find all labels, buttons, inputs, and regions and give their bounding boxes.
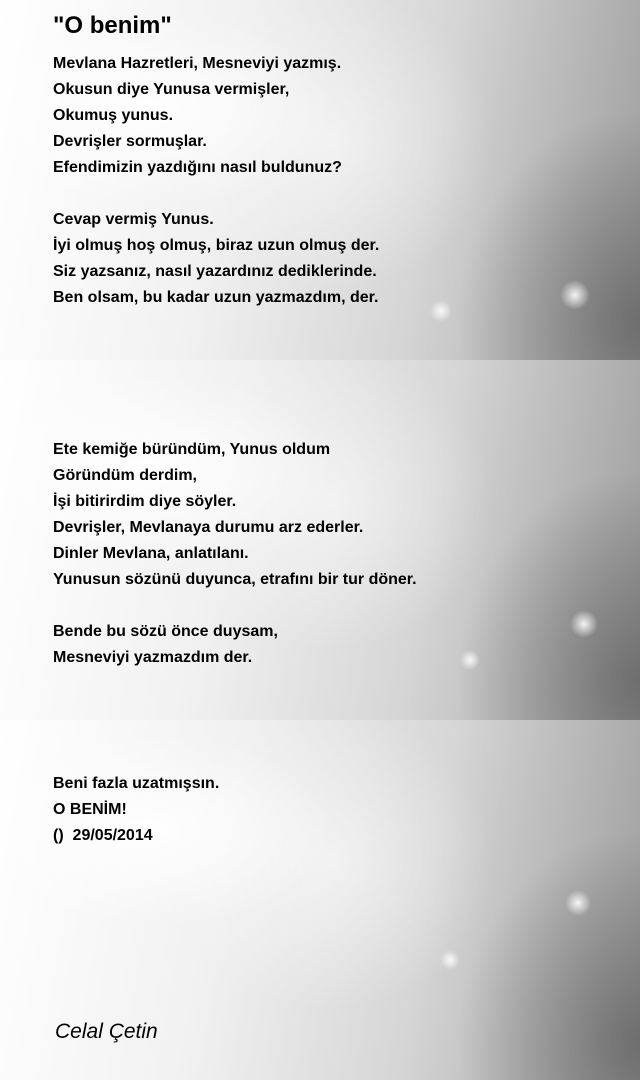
poem-panel-3 (0, 720, 640, 1080)
poem-title: "O benim" (53, 12, 172, 39)
poem-line: Siz yazsanız, nasıl yazardınız dediklerinde. (53, 263, 377, 280)
author-signature: Celal Çetin (55, 1020, 158, 1043)
poem-line: Dinler Mevlana, anlatılanı. (53, 545, 249, 562)
poem-lines-part-2 (53, 437, 417, 671)
poem-line: Efendimizin yazdığını nasıl buldunuz? (53, 159, 342, 176)
poem-line: Devrişler, Mevlanaya durumu arz ederler. (53, 519, 364, 536)
poem-line: İşi bitirirdim diye söyler. (53, 493, 237, 510)
poem-panel-1 (0, 0, 640, 360)
poem-panel-2 (0, 360, 640, 720)
poem-line: Ete kemiğe büründüm, Yunus oldum (53, 441, 331, 458)
sparkle-decoration (570, 610, 598, 638)
poem-date-line: () 29/05/2014 (53, 827, 153, 844)
sparkle-decoration (440, 950, 460, 970)
poem-line: Göründüm derdim, (53, 467, 197, 484)
poem-line: Ben olsam, bu kadar uzun yazmazdım, der. (53, 289, 379, 306)
poem-lines-part-3 (53, 771, 219, 849)
sparkle-decoration (560, 280, 590, 310)
sparkle-decoration (565, 890, 591, 916)
poem-line: Okusun diye Yunusa vermişler, (53, 81, 290, 98)
poem-line: Bende bu sözü önce duysam, (53, 623, 278, 640)
poem-line: Mesneviyi yazmazdım der. (53, 649, 253, 666)
stanza-gap (53, 181, 379, 207)
sparkle-decoration (430, 300, 452, 322)
poem-line: Okumuş yunus. (53, 107, 174, 124)
poem-line: Beni fazla uzatmışsın. (53, 775, 220, 792)
sparkle-decoration (460, 650, 480, 670)
poem-line: İyi olmuş hoş olmuş, biraz uzun olmuş der. (53, 237, 380, 254)
poem-line: Mevlana Hazretleri, Mesneviyi yazmış. (53, 55, 342, 72)
stanza-gap (53, 593, 417, 619)
poem-line: Yunusun sözünü duyunca, etrafını bir tur döner. (53, 571, 417, 588)
poem-lines-part-1 (53, 51, 379, 311)
poem-line: Devrişler sormuşlar. (53, 133, 207, 150)
poem-line: O BENİM! (53, 801, 127, 818)
poem-line: Cevap vermiş Yunus. (53, 211, 214, 228)
